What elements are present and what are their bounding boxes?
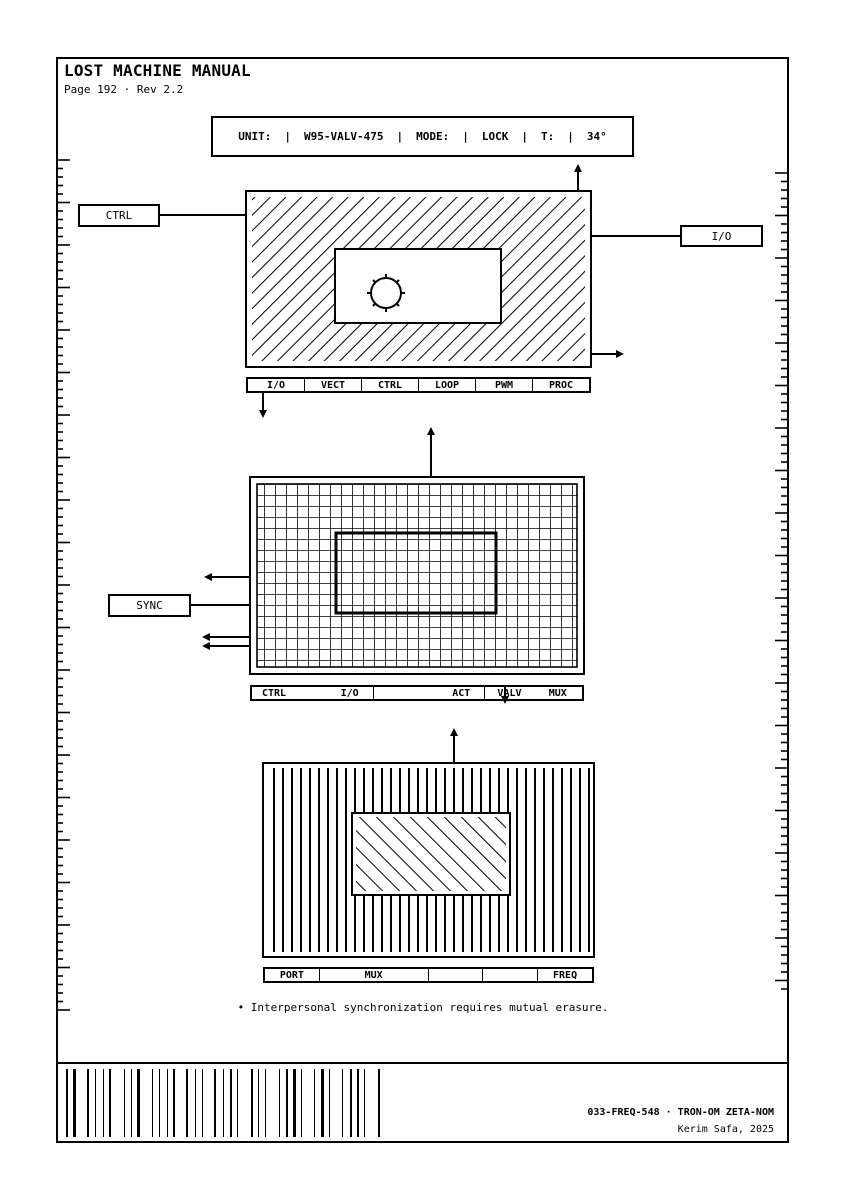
strip-cell: FREQ bbox=[553, 969, 578, 981]
status-separator: | bbox=[462, 130, 469, 143]
barcode-bar bbox=[301, 1069, 302, 1137]
barcode-bar bbox=[364, 1069, 365, 1137]
barcode-bar bbox=[186, 1069, 188, 1137]
status-separator: | bbox=[396, 130, 404, 143]
document-code: 033-FREQ-548 · TRON-OM ZETA-NOM bbox=[587, 1107, 774, 1118]
strip-cell: VALV bbox=[497, 687, 522, 699]
barcode-bar bbox=[214, 1069, 216, 1137]
barcode-bar bbox=[258, 1069, 259, 1137]
barcode-bar bbox=[378, 1069, 380, 1137]
right-ruler bbox=[775, 171, 788, 998]
barcode-bar bbox=[350, 1069, 352, 1137]
barcode-bar bbox=[195, 1069, 196, 1137]
ctrl-label: CTRL bbox=[78, 204, 160, 227]
io-label: I/O bbox=[680, 225, 763, 247]
author-credit: Kerim Safa, 2025 bbox=[677, 1124, 774, 1135]
barcode-bar bbox=[342, 1069, 343, 1137]
manual-title: LOST MACHINE MANUAL bbox=[64, 61, 251, 80]
footer-divider bbox=[56, 1062, 789, 1064]
barcode-bar bbox=[173, 1069, 175, 1137]
strip-cell: PWM bbox=[476, 379, 533, 391]
panel-3-label-strip bbox=[263, 967, 594, 983]
barcode-bar bbox=[230, 1069, 232, 1137]
strip-cell: CTRL bbox=[262, 687, 287, 699]
barcode-bar bbox=[293, 1069, 296, 1137]
panel-1-inner-box bbox=[335, 249, 501, 323]
status-separator: | bbox=[284, 130, 291, 143]
barcode-bar bbox=[357, 1069, 359, 1137]
status-token: T: bbox=[540, 130, 555, 143]
sync-label: SYNC bbox=[108, 594, 191, 617]
status-token: MODE: bbox=[416, 130, 450, 143]
page-revision: Page 192 · Rev 2.2 bbox=[64, 83, 184, 96]
barcode-bar bbox=[329, 1069, 330, 1137]
status-token: 34° bbox=[586, 130, 607, 143]
status-separator: | bbox=[521, 130, 528, 143]
barcode-bar bbox=[87, 1069, 89, 1137]
strip-cell: CTRL bbox=[362, 379, 419, 391]
barcode-bar bbox=[73, 1069, 76, 1137]
panel-2-grid bbox=[190, 431, 584, 700]
barcode-bar bbox=[223, 1069, 224, 1137]
barcode-bar bbox=[279, 1069, 280, 1137]
barcode-bar bbox=[109, 1069, 111, 1137]
strip-cell: PROC bbox=[548, 379, 574, 391]
barcode-bar bbox=[265, 1069, 266, 1137]
status-token: W95-VALV-475 bbox=[304, 130, 384, 143]
strip-cell: MUX bbox=[548, 687, 567, 699]
barcode-bar bbox=[95, 1069, 96, 1137]
panel-1-label-strip bbox=[246, 377, 591, 393]
status-token: LOCK bbox=[481, 130, 509, 143]
barcode-bar bbox=[152, 1069, 153, 1137]
strip-cell: ACT bbox=[422, 687, 485, 699]
barcode-bar bbox=[286, 1069, 288, 1137]
status-token: UNIT: bbox=[238, 130, 272, 143]
barcode-bar bbox=[66, 1069, 68, 1137]
barcode-bar bbox=[202, 1069, 203, 1137]
barcode-bar bbox=[251, 1069, 253, 1137]
barcode-bar bbox=[237, 1069, 238, 1137]
panel-3-lined bbox=[263, 732, 594, 957]
strip-cell: MUX bbox=[320, 969, 429, 981]
barcode bbox=[66, 1069, 380, 1137]
strip-cell: I/O bbox=[248, 379, 305, 391]
strip-cell bbox=[429, 969, 484, 981]
barcode-bar bbox=[321, 1069, 324, 1137]
footnote: • Interpersonal synchronization requires mutual erasure. bbox=[237, 1001, 609, 1014]
barcode-bar bbox=[103, 1069, 104, 1137]
strip-cell: PORT bbox=[265, 969, 320, 981]
strip-cell bbox=[374, 687, 422, 699]
strip-cell: I/O bbox=[310, 687, 373, 699]
strip-cell bbox=[483, 969, 538, 981]
barcode-bar bbox=[124, 1069, 125, 1137]
barcode-bar bbox=[137, 1069, 140, 1137]
status-separator: | bbox=[567, 130, 574, 143]
barcode-bar bbox=[131, 1069, 132, 1137]
barcode-bar bbox=[314, 1069, 315, 1137]
barcode-bar bbox=[159, 1069, 160, 1137]
strip-cell: LOOP bbox=[419, 379, 476, 391]
panel-2-label-strip bbox=[250, 685, 584, 701]
strip-cell: VECT bbox=[305, 379, 362, 391]
left-ruler bbox=[57, 156, 70, 1015]
barcode-bar bbox=[167, 1069, 168, 1137]
